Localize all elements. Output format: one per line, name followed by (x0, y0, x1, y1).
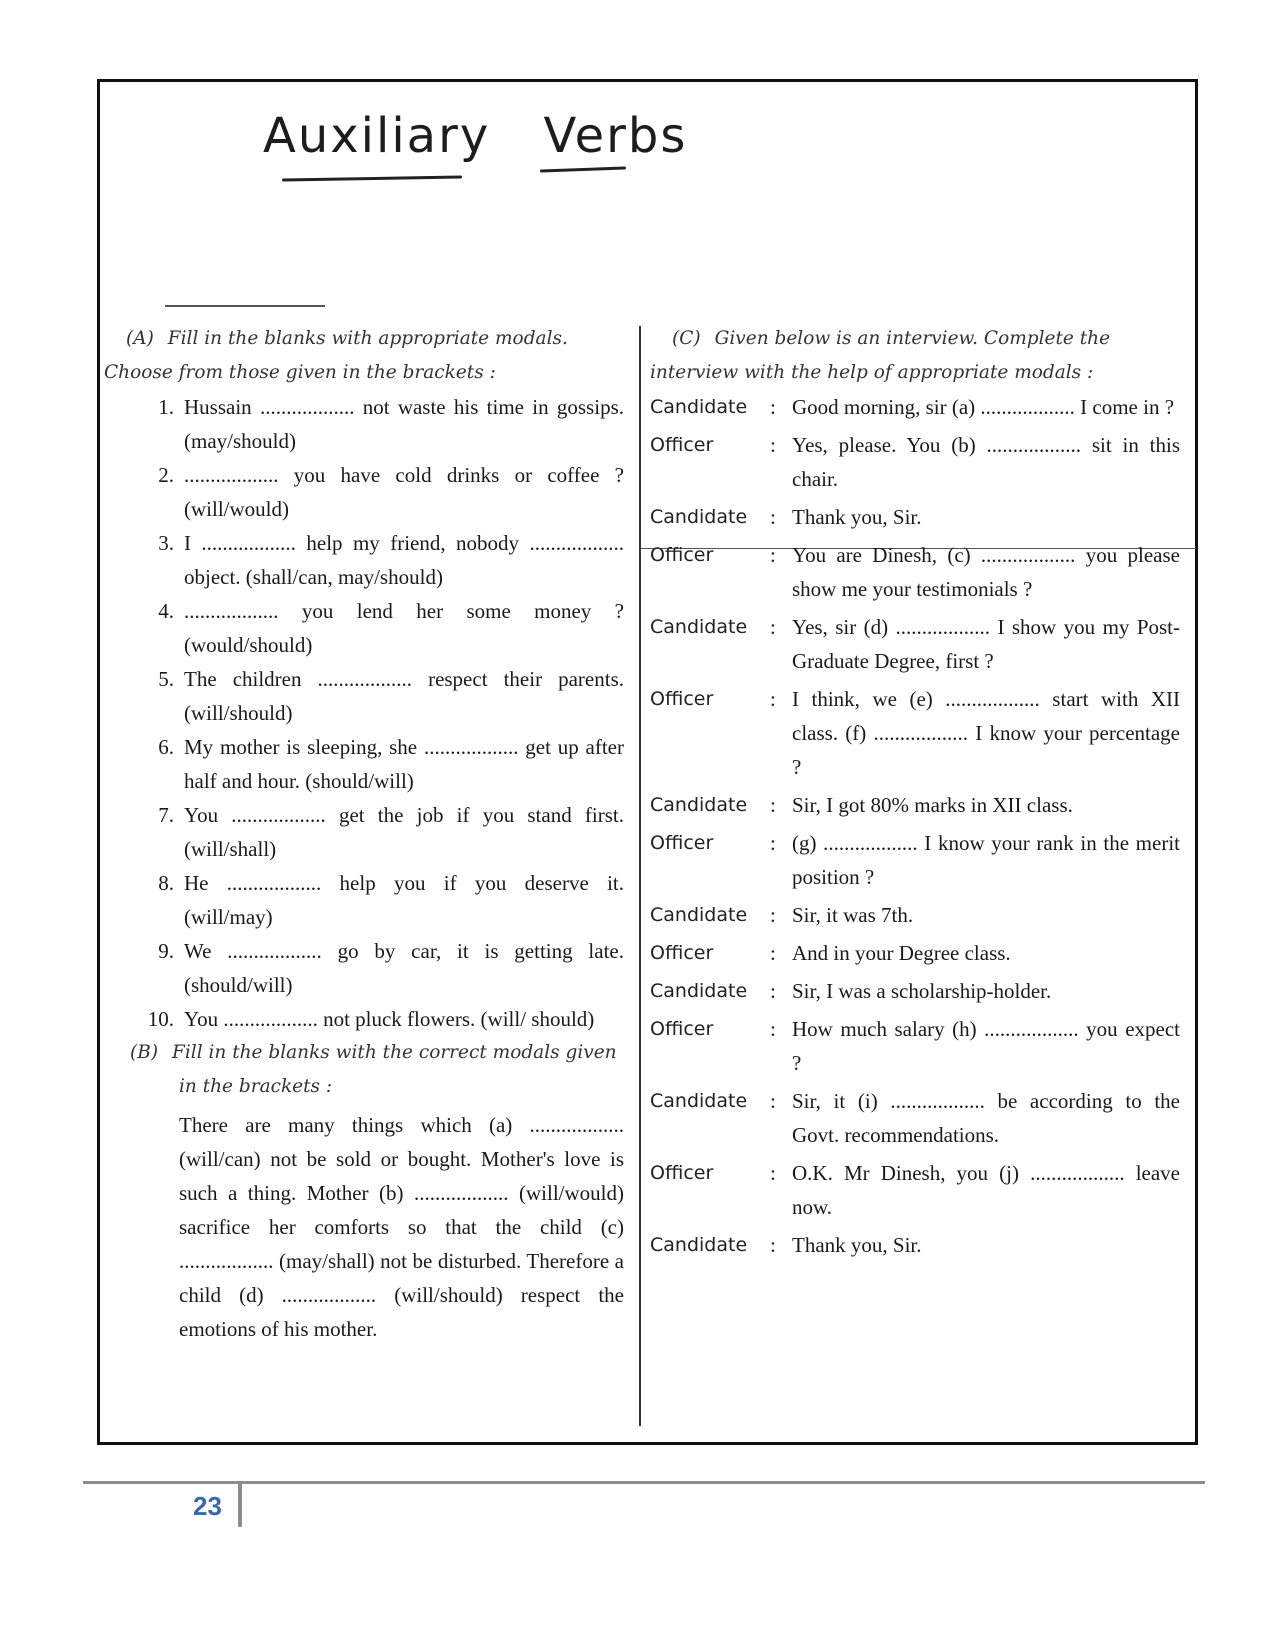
title-word-verbs: Verbs (543, 108, 688, 164)
question-number: 10. (147, 1007, 174, 1031)
question-text: He .................. help you if you deserve it. (will/may) (184, 871, 624, 929)
section-b (104, 1036, 624, 1346)
question-item (104, 390, 624, 458)
dialogue-row: Candidate : Sir, it was 7th. (650, 898, 1180, 932)
footer-divider (238, 1483, 242, 1527)
speaker-name: Officer (650, 832, 714, 854)
title-word-auxiliary: Auxiliary (263, 108, 491, 164)
speech-text: O.K. Mr Dinesh, you (j) .................. leave now. (792, 1161, 1180, 1219)
question-number: 5. (158, 667, 174, 691)
speech-text: Sir, it was 7th. (792, 903, 914, 927)
speaker-name: Candidate (650, 396, 748, 418)
speaker-name: Candidate (650, 616, 748, 638)
dialogue-row: Candidate : Sir, I was a scholarship-holder. (650, 974, 1180, 1008)
speaker-name: Officer (650, 544, 714, 566)
page-number: 23 (193, 1491, 222, 1521)
speech-text: You are Dinesh, (c) .................. you please show me your testimonials ? (792, 543, 1180, 601)
dialogue-row: Candidate : Yes, sir (d) .................. I show you my Post-Graduate Degree, first ? (650, 610, 1180, 678)
question-number: 3. (158, 531, 174, 555)
section-c-instruction-line2: interview with the help of appropriate modals : (650, 362, 1094, 383)
question-text: We .................. go by car, it is getting late. (should/will) (184, 939, 624, 997)
question-item (104, 526, 624, 594)
right-column (650, 322, 1180, 1266)
separator-dash (165, 305, 325, 307)
question-number: 2. (158, 463, 174, 487)
section-a-instruction-line1: Fill in the blanks with appropriate modals. (167, 328, 568, 349)
question-number: 9. (158, 939, 174, 963)
question-text: My mother is sleeping, she .................. get up after half and hour. (should/will) (184, 735, 624, 793)
section-b-instruction-line1: Fill in the blanks with the correct modals given (172, 1042, 617, 1063)
question-number: 7. (158, 803, 174, 827)
section-a-instruction-line2: Choose from those given in the brackets : (104, 362, 496, 383)
speech-text: Thank you, Sir. (792, 1233, 922, 1257)
dialogue-row: Candidate : Good morning, sir (a) .................. I come in ? (650, 390, 1180, 424)
speaker-name: Officer (650, 1162, 714, 1184)
section-b-label: (B) (130, 1042, 159, 1063)
section-a-instruction (104, 322, 624, 356)
dialogue-row: Candidate : Thank you, Sir. (650, 500, 1180, 534)
dialogue-row: Officer : (g) .................. I know your rank in the merit position ? (650, 826, 1180, 894)
question-number: 1. (158, 395, 174, 419)
speaker-name: Officer (650, 434, 714, 456)
page-title (263, 108, 687, 164)
speech-text: Yes, sir (d) .................. I show you my Post-Graduate Degree, first ? (792, 615, 1180, 673)
left-column (104, 322, 624, 1346)
question-item (104, 458, 624, 526)
section-b-instruction (104, 1036, 624, 1070)
dialogue-row: Officer : You are Dinesh, (c) .................. you please show me your testimonials ? (650, 538, 1180, 606)
speaker-name: Candidate (650, 1234, 748, 1256)
speaker-name: Candidate (650, 904, 748, 926)
speaker-name: Officer (650, 1018, 714, 1040)
question-text: .................. you have cold drinks or coffee ? (will/would) (184, 463, 624, 521)
question-item (104, 1002, 624, 1036)
dialogue-row: Candidate : Thank you, Sir. (650, 1228, 1180, 1262)
question-item (104, 662, 624, 730)
question-number: 8. (158, 871, 174, 895)
question-text: You .................. get the job if you stand first. (will/shall) (184, 803, 624, 861)
speech-text: (g) .................. I know your rank in the merit position ? (792, 831, 1180, 889)
speech-text: Yes, please. You (b) .................. sit in this chair. (792, 433, 1180, 491)
question-text: The children .................. respect their parents. (will/should) (184, 667, 624, 725)
section-a (104, 322, 624, 1036)
speaker-name: Officer (650, 688, 714, 710)
speech-text: Sir, it (i) .................. be according to the Govt. recommendations. (792, 1089, 1180, 1147)
speech-text: Good morning, sir (a) .................. I come in ? (792, 395, 1175, 419)
question-number: 4. (158, 599, 174, 623)
speech-text: How much salary (h) .................. you expect ? (792, 1017, 1180, 1075)
question-text: .................. you lend her some money ? (would/should) (184, 599, 624, 657)
question-text: You .................. not pluck flowers. (will/ should) (184, 1007, 595, 1031)
section-c-label: (C) (672, 328, 701, 349)
question-item (104, 594, 624, 662)
dialogue-row: Candidate : Sir, it (i) .................. be according to the Govt. recommendations. (650, 1084, 1180, 1152)
speech-text: Thank you, Sir. (792, 505, 922, 529)
question-number: 6. (158, 735, 174, 759)
question-item (104, 730, 624, 798)
dialogue-row: Officer : Yes, please. You (b) .................. sit in this chair. (650, 428, 1180, 496)
section-c-instruction-line1: Given below is an interview. Complete the (714, 328, 1111, 349)
section-a-label: (A) (126, 328, 154, 349)
section-c-instruction (650, 322, 1180, 356)
column-divider (639, 326, 641, 1426)
footer-rule (83, 1481, 1205, 1484)
speaker-name: Candidate (650, 794, 748, 816)
section-c (650, 322, 1180, 1262)
speech-text: Sir, I was a scholarship-holder. (792, 979, 1052, 1003)
dialogue-row: Officer : How much salary (h) .................. you expect ? (650, 1012, 1180, 1080)
dialogue-row: Candidate : Sir, I got 80% marks in XII class. (650, 788, 1180, 822)
question-item (104, 866, 624, 934)
speaker-name: Candidate (650, 980, 748, 1002)
speech-text: Sir, I got 80% marks in XII class. (792, 793, 1073, 817)
question-item (104, 934, 624, 1002)
dialogue-row: Officer : O.K. Mr Dinesh, you (j) .................. leave now. (650, 1156, 1180, 1224)
question-text: Hussain .................. not waste his time in gossips. (may/should) (184, 395, 624, 453)
speech-text: And in your Degree class. (792, 941, 1011, 965)
speech-text: I think, we (e) .................. start with XII class. (f) .................. I know your percentage ? (792, 687, 1180, 779)
dialogue-row: Officer : And in your Degree class. (650, 936, 1180, 970)
section-b-instruction-line2: in the brackets : (179, 1076, 333, 1097)
dialogue-row: Officer : I think, we (e) .................. start with XII class. (f) .................. I know your percentage ? (650, 682, 1180, 784)
question-item (104, 798, 624, 866)
speaker-name: Candidate (650, 506, 748, 528)
section-b-passage: There are many things which (a) .................. (will/can) not be sold or bought. Mother's love is such a thing. Mother (b) .................. (will/would) sacrifice her comforts so that the child (c) .................. (may/shall) not be disturbed. Therefore a child (d) .................. (will/should) respect the emotions of his mother. (179, 1113, 624, 1341)
question-text: I .................. help my friend, nobody .................. object. (shall/can, may/should) (184, 531, 624, 589)
speaker-name: Officer (650, 942, 714, 964)
speaker-name: Candidate (650, 1090, 748, 1112)
